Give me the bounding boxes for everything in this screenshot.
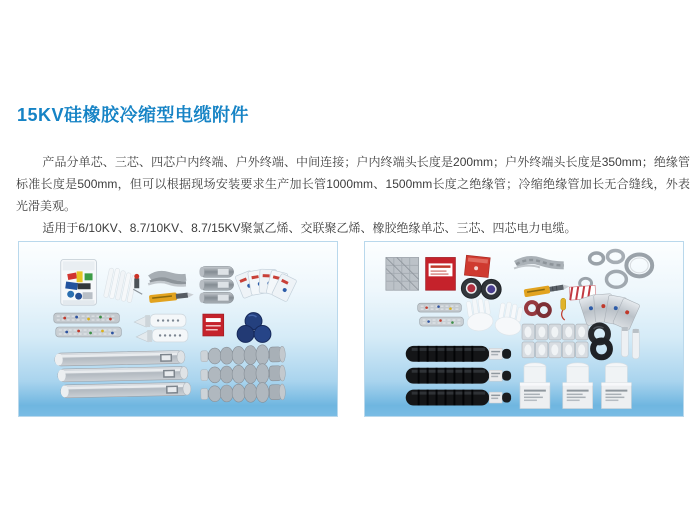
black-cold-shrink-bodies <box>406 346 511 406</box>
product-photo-left <box>18 241 338 417</box>
utility-knife <box>524 282 570 297</box>
constant-force-spring-strips <box>54 313 122 337</box>
black-tape-rolls <box>591 326 610 358</box>
constant-force-spring-strips <box>418 303 464 326</box>
product-description <box>16 151 690 239</box>
kit-illustration-left <box>19 242 337 416</box>
mastic-sachet-grid <box>522 324 588 358</box>
grounding-braid <box>514 260 564 268</box>
insulation-tape-rolls <box>461 278 501 299</box>
blue-sealing-caps <box>237 313 271 343</box>
silicone-grease-tubes <box>134 314 188 342</box>
fuse-link <box>561 298 566 320</box>
metal-clamp-rings <box>580 250 653 288</box>
skirted-terminations <box>201 344 286 404</box>
cold-shrink-insulation-tubes <box>55 350 191 397</box>
sealed-grey-tubes <box>199 266 233 303</box>
utility-knife <box>149 291 194 304</box>
work-gloves <box>464 296 525 337</box>
red-tape-box <box>426 257 456 290</box>
description-paragraph-1: 产品分单芯、三芯、四芯户内终端、户外终端、中间连接；户内终端头长度是200mm；户外终端头长度是350mm；绝缘管标准长度是500mm，但可以根据现场安装要求生产加长管1000mm、1500mm长度之绝缘管；冷缩绝缘管加长无合缝线，外表 光滑美观。 <box>16 155 690 213</box>
red-tape-box <box>203 314 224 336</box>
small-tape-rings <box>526 302 550 316</box>
copper-braid-coil <box>148 274 186 285</box>
product-photos <box>18 241 684 417</box>
copper-mesh-square <box>386 257 419 290</box>
small-connector <box>133 274 142 294</box>
cleaning-wipe-sachets <box>235 269 297 302</box>
white-strip-bundle <box>103 267 137 303</box>
red-mastic-packet <box>464 255 490 277</box>
kit-illustration-right <box>365 242 683 416</box>
product-photo-right <box>364 241 684 417</box>
grease-tubes <box>621 327 639 359</box>
page-title: 15KV硅橡胶冷缩型电缆附件 <box>17 105 250 125</box>
labelled-boxes <box>520 363 631 409</box>
spare-parts-bag <box>61 259 97 305</box>
description-paragraph-2: 适用于6/10KV、8.7/10KV、8.7/15KV聚氯乙烯、交联聚乙烯、橡胶绝缘单芯、三芯、四芯电力电缆。 <box>42 221 577 235</box>
